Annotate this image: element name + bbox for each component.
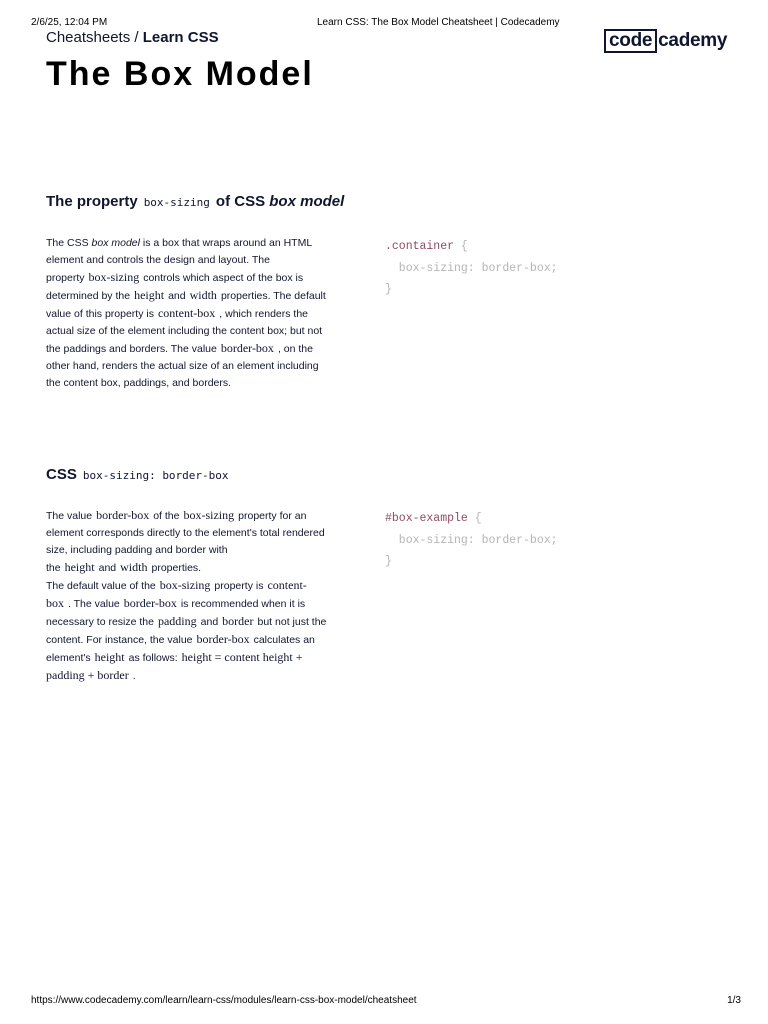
print-footer: [31, 995, 741, 1006]
text: and: [98, 562, 117, 574]
text: properties. The default value of this property is: [46, 290, 326, 320]
breadcrumb-separator: /: [134, 29, 139, 46]
codecademy-logo[interactable]: [604, 29, 727, 53]
inline-code: box-sizing: [183, 508, 235, 522]
section-heading-box-sizing: [46, 193, 344, 210]
text: property for an element corresponds directly to the element's total rendered size, including padding and border with the: [46, 510, 325, 574]
text: The default value of the: [46, 580, 156, 592]
text: but not just the content. For instance, the value: [46, 616, 327, 646]
inline-code: border: [222, 614, 254, 628]
heading-code: box-sizing: [143, 196, 210, 209]
text: properties.: [151, 562, 202, 574]
breadcrumb-learn-css[interactable]: Learn CSS: [142, 29, 219, 46]
paragraph: [46, 507, 331, 577]
section1-description: [46, 235, 331, 392]
inline-code: height: [94, 650, 125, 664]
text: The CSS: [46, 237, 89, 249]
inline-code: border-box: [220, 341, 274, 355]
text-emphasis: box model: [91, 237, 140, 249]
section-heading-border-box: [46, 466, 235, 483]
print-datetime: 2/6/25, 12:04 PM: [31, 17, 108, 28]
inline-code: box-sizing: [88, 270, 140, 284]
text: , which renders the actual size of the element including the content box; but not the paddings and borders. The value: [46, 308, 323, 355]
code-declaration: box-sizing: border-box;: [385, 261, 558, 275]
text: , on the other hand, renders the actual size of an element including the content box, paddings, and borders.: [46, 343, 319, 389]
inline-code: border-box: [96, 508, 150, 522]
code-selector: #box-example: [385, 512, 468, 525]
code-example-box: [385, 508, 558, 573]
code-brace: }: [385, 555, 392, 568]
heading-code: box-sizing: border-box: [82, 469, 229, 482]
text: . The value: [68, 598, 120, 610]
logo-boxed-text: code: [604, 29, 657, 53]
heading-text: of CSS: [215, 193, 266, 210]
inline-code: width: [120, 560, 148, 574]
code-brace: {: [454, 240, 468, 253]
code-brace: {: [467, 512, 482, 525]
text: and: [168, 290, 186, 302]
text: property is: [214, 580, 264, 592]
inline-code: height: [134, 288, 165, 302]
section2-description: [46, 507, 331, 685]
inline-code: border-box: [196, 632, 250, 646]
text: and: [200, 616, 219, 628]
heading-emphasis: box model: [269, 193, 345, 210]
text: controls which aspect of the box is determined by the: [46, 272, 304, 302]
inline-code: padding: [157, 614, 197, 628]
heading-text: The property: [46, 193, 138, 210]
breadcrumb-cheatsheets[interactable]: Cheatsheets: [46, 29, 131, 46]
code-brace: }: [385, 283, 392, 296]
inline-code: content-box: [157, 306, 216, 320]
inline-code: width: [189, 288, 217, 302]
page-number: 1/3: [727, 995, 741, 1006]
logo-rest-text: cademy: [658, 30, 728, 51]
paragraph: [46, 577, 331, 685]
text: calculates an element's: [46, 634, 315, 664]
print-page-title: Learn CSS: The Box Model Cheatsheet | Codecademy: [317, 17, 560, 28]
inline-code: box-sizing: [159, 578, 211, 592]
code-selector: .container: [385, 240, 455, 253]
text: as follows:: [128, 652, 178, 664]
breadcrumb: [46, 29, 219, 46]
inline-code: height = content height + padding + border: [46, 650, 303, 682]
footer-url[interactable]: https://www.codecademy.com/learn/learn-css/modules/learn-css-box-model/cheatsheet: [31, 995, 417, 1006]
inline-code: height: [64, 560, 95, 574]
text: is a box that wraps around an HTML element and controls the design and layout. The property: [46, 237, 312, 284]
inline-code: content-box: [46, 578, 307, 610]
code-declaration: box-sizing: border-box;: [385, 533, 558, 547]
text: is recommended when it is necessary to resize the: [46, 598, 306, 628]
text: of the: [153, 510, 180, 522]
text: .: [132, 670, 136, 682]
paragraph: [46, 235, 331, 392]
code-example-container: [385, 236, 558, 301]
heading-text: CSS: [46, 466, 77, 483]
inline-code: border-box: [123, 596, 177, 610]
text: The value: [46, 510, 93, 522]
page-title: The Box Model: [46, 55, 314, 93]
